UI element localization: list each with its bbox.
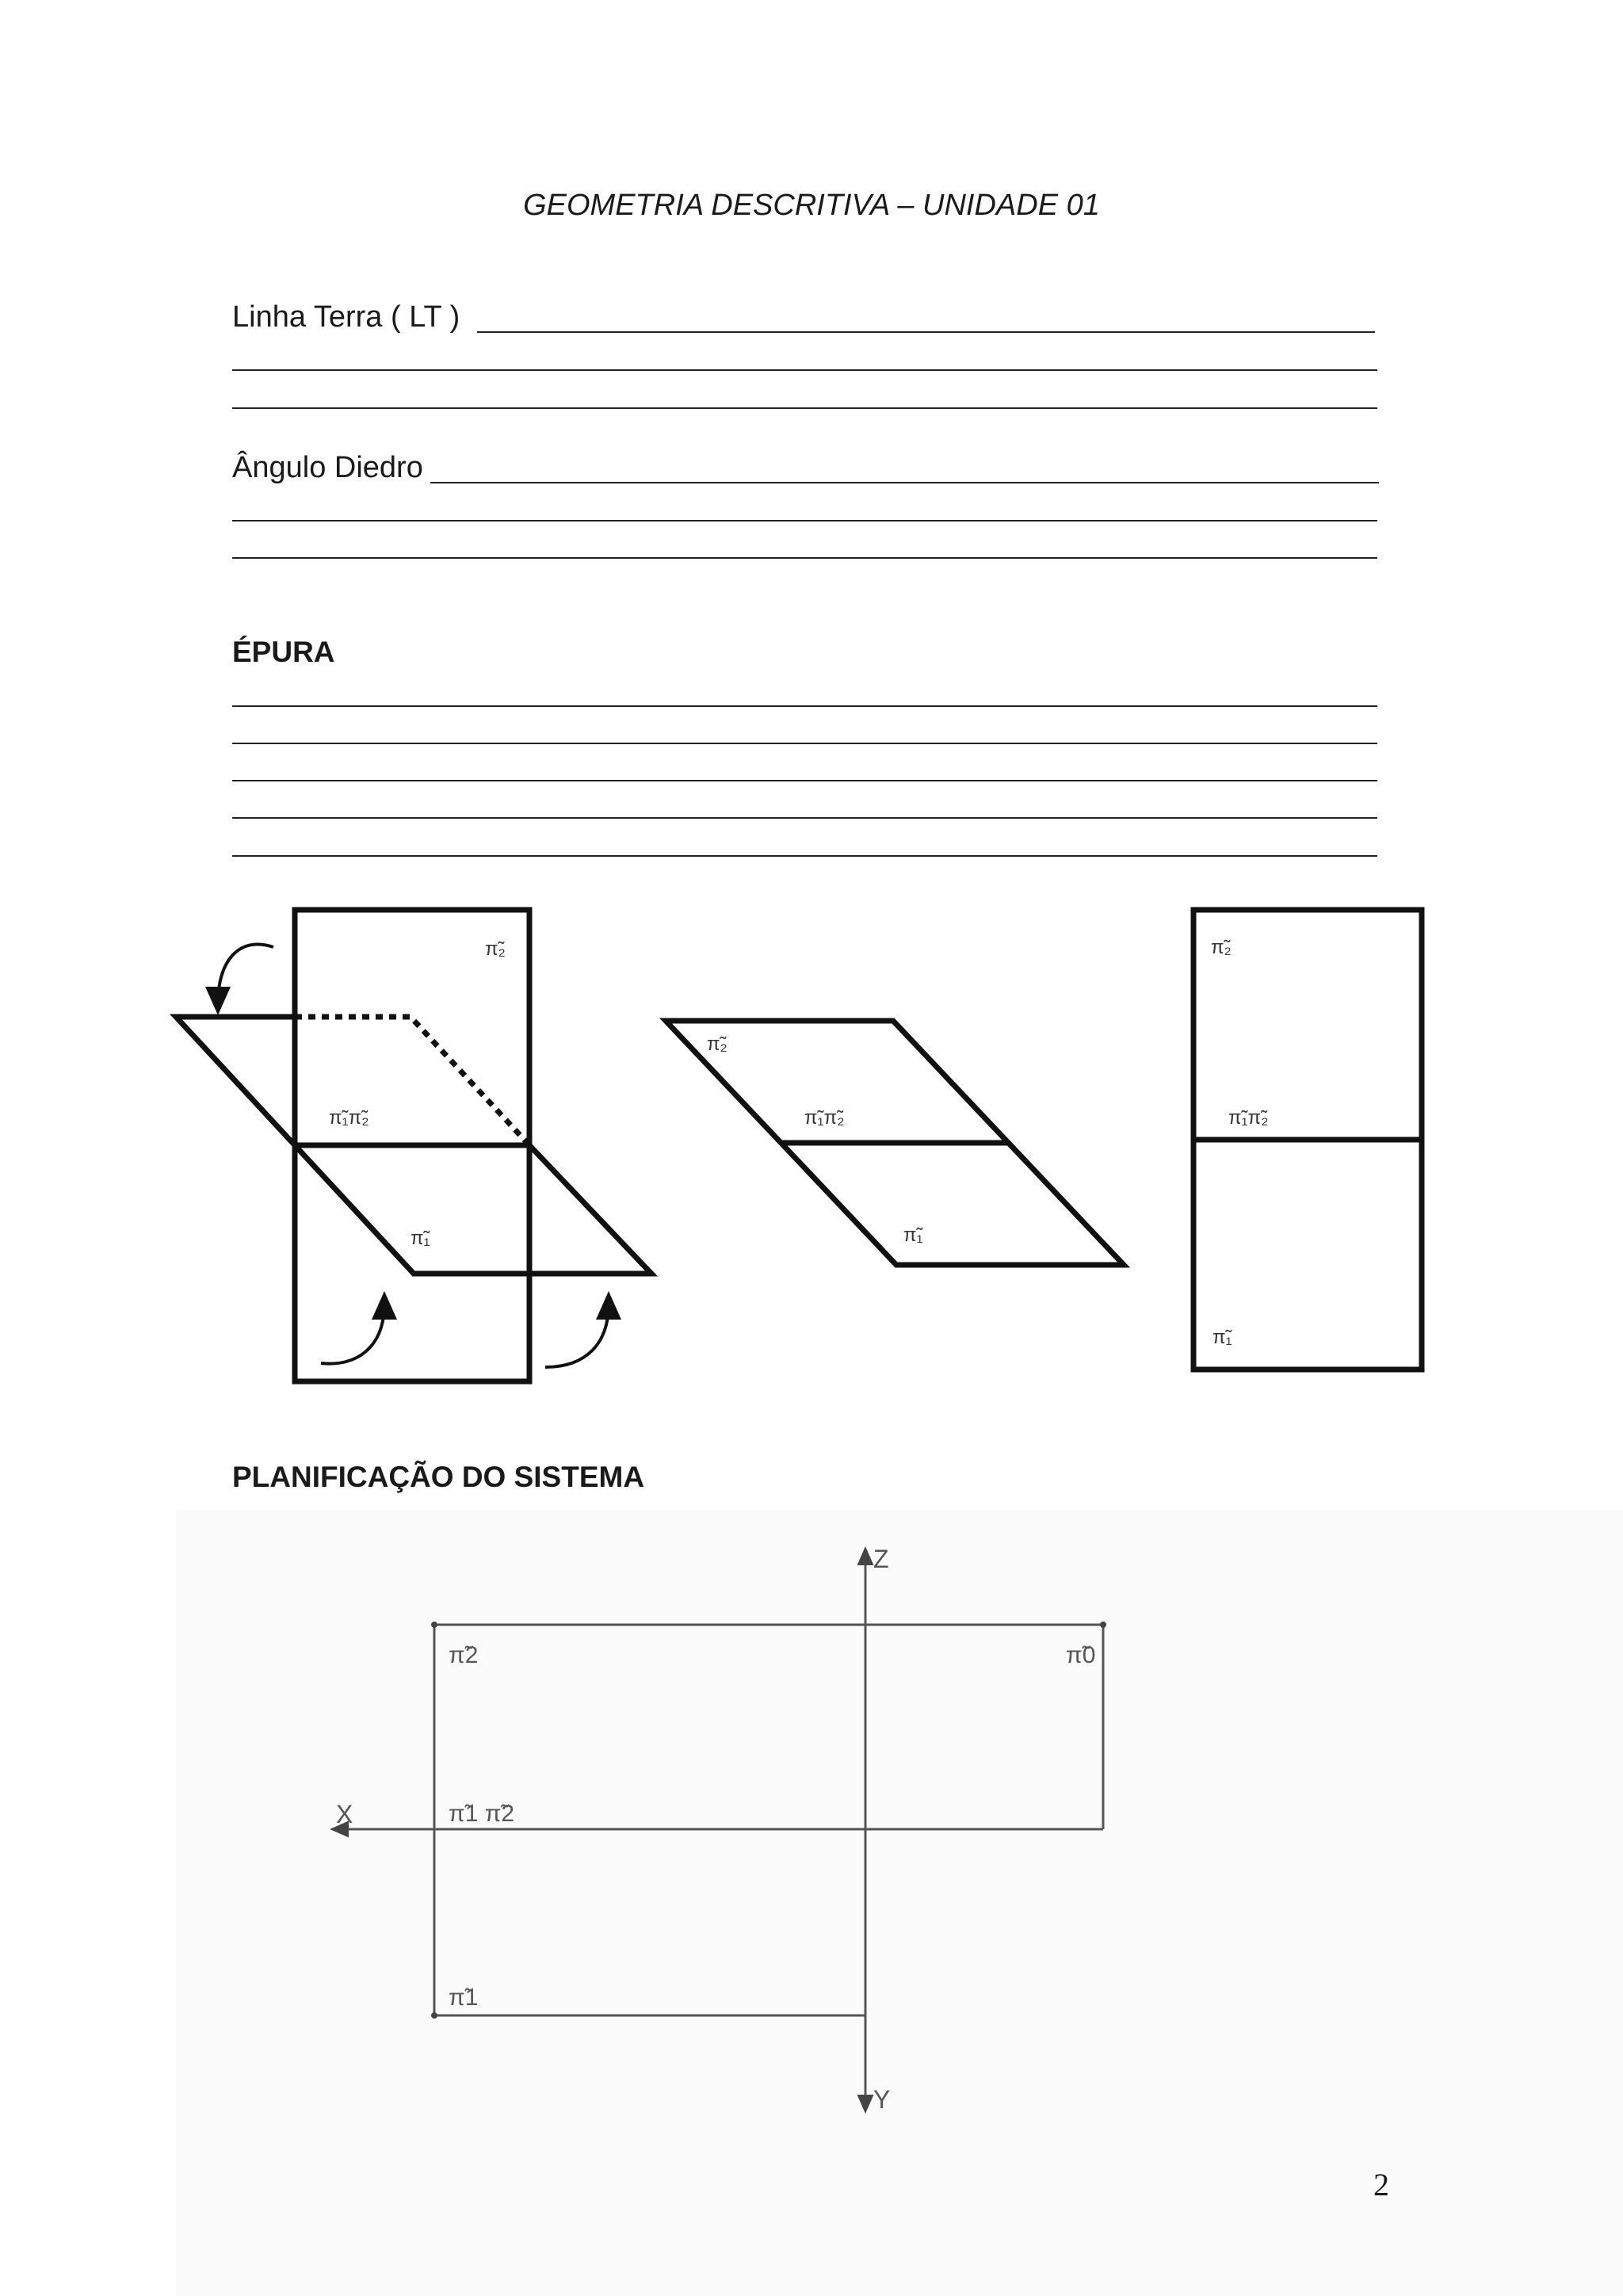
epura-answer-line[interactable] (232, 855, 1377, 857)
epura-answer-line[interactable] (232, 817, 1377, 819)
angulo-diedro-answer-line[interactable] (430, 482, 1379, 483)
linha-terra-label: Linha Terra ( LT ) (232, 300, 460, 334)
rotation-arrow-icon (545, 1304, 609, 1367)
label-pi1pi2: π̃₁π̃₂ (804, 1107, 845, 1129)
epura-answer-line[interactable] (232, 743, 1377, 744)
angulo-diedro-answer-line[interactable] (232, 520, 1377, 521)
page-title: GEOMETRIA DESCRITIVA – UNIDADE 01 (523, 189, 1100, 222)
epura-answer-line[interactable] (232, 705, 1377, 707)
label-pi1pi2: π̃₁π̃₂ (1228, 1107, 1269, 1129)
epura-heading: ÉPURA (232, 636, 335, 668)
label-pi0: π̃0 (1066, 1642, 1096, 1668)
axis-x-label: X (336, 1800, 353, 1828)
label-pi1: π̃₁ (411, 1228, 430, 1249)
angulo-diedro-label: Ângulo Diedro (232, 451, 423, 484)
label-pi1: π̃₁ (1212, 1327, 1232, 1348)
rotation-arrow-icon (321, 1304, 384, 1364)
epura-answer-line[interactable] (232, 780, 1377, 781)
planificacao-figure (0, 1530, 1623, 2116)
label-pi2: π̃₂ (485, 938, 506, 960)
planificacao-heading: PLANIFICAÇÃO DO SISTEMA (232, 1461, 645, 1493)
label-pi1: π̃1 (449, 1985, 479, 2011)
diagram-parallelograms (666, 1021, 1124, 1265)
label-pi2: π̃2 (449, 1642, 479, 1668)
horizontal-plane (295, 1145, 651, 1274)
linha-terra-answer-line[interactable] (232, 407, 1377, 409)
corner-point (431, 1622, 437, 1628)
epura-figure (0, 872, 1623, 1411)
angulo-diedro-answer-line[interactable] (232, 557, 1377, 559)
rotation-arrow-icon (218, 944, 273, 1003)
axis-z-label: Z (873, 1545, 889, 1573)
diagram-flattened (1193, 910, 1422, 1370)
linha-terra-answer-line[interactable] (232, 369, 1377, 371)
diagram-rotation (176, 910, 651, 1381)
label-pi1pi2: π̃₁π̃₂ (329, 1107, 369, 1129)
page-number: 2 (1373, 2167, 1389, 2202)
label-pi1: π̃₁ (903, 1224, 923, 1246)
label-pi2: π̃₂ (1211, 937, 1232, 958)
label-pi1pi2: π̃1 π̃2 (449, 1801, 515, 1827)
corner-point (1100, 1622, 1106, 1628)
axis-y-label: Y (873, 2085, 891, 2114)
linha-terra-answer-line[interactable] (477, 331, 1375, 333)
label-pi2: π̃₂ (707, 1033, 727, 1055)
corner-point (431, 2012, 437, 2019)
folded-plane-edge (176, 1017, 295, 1145)
